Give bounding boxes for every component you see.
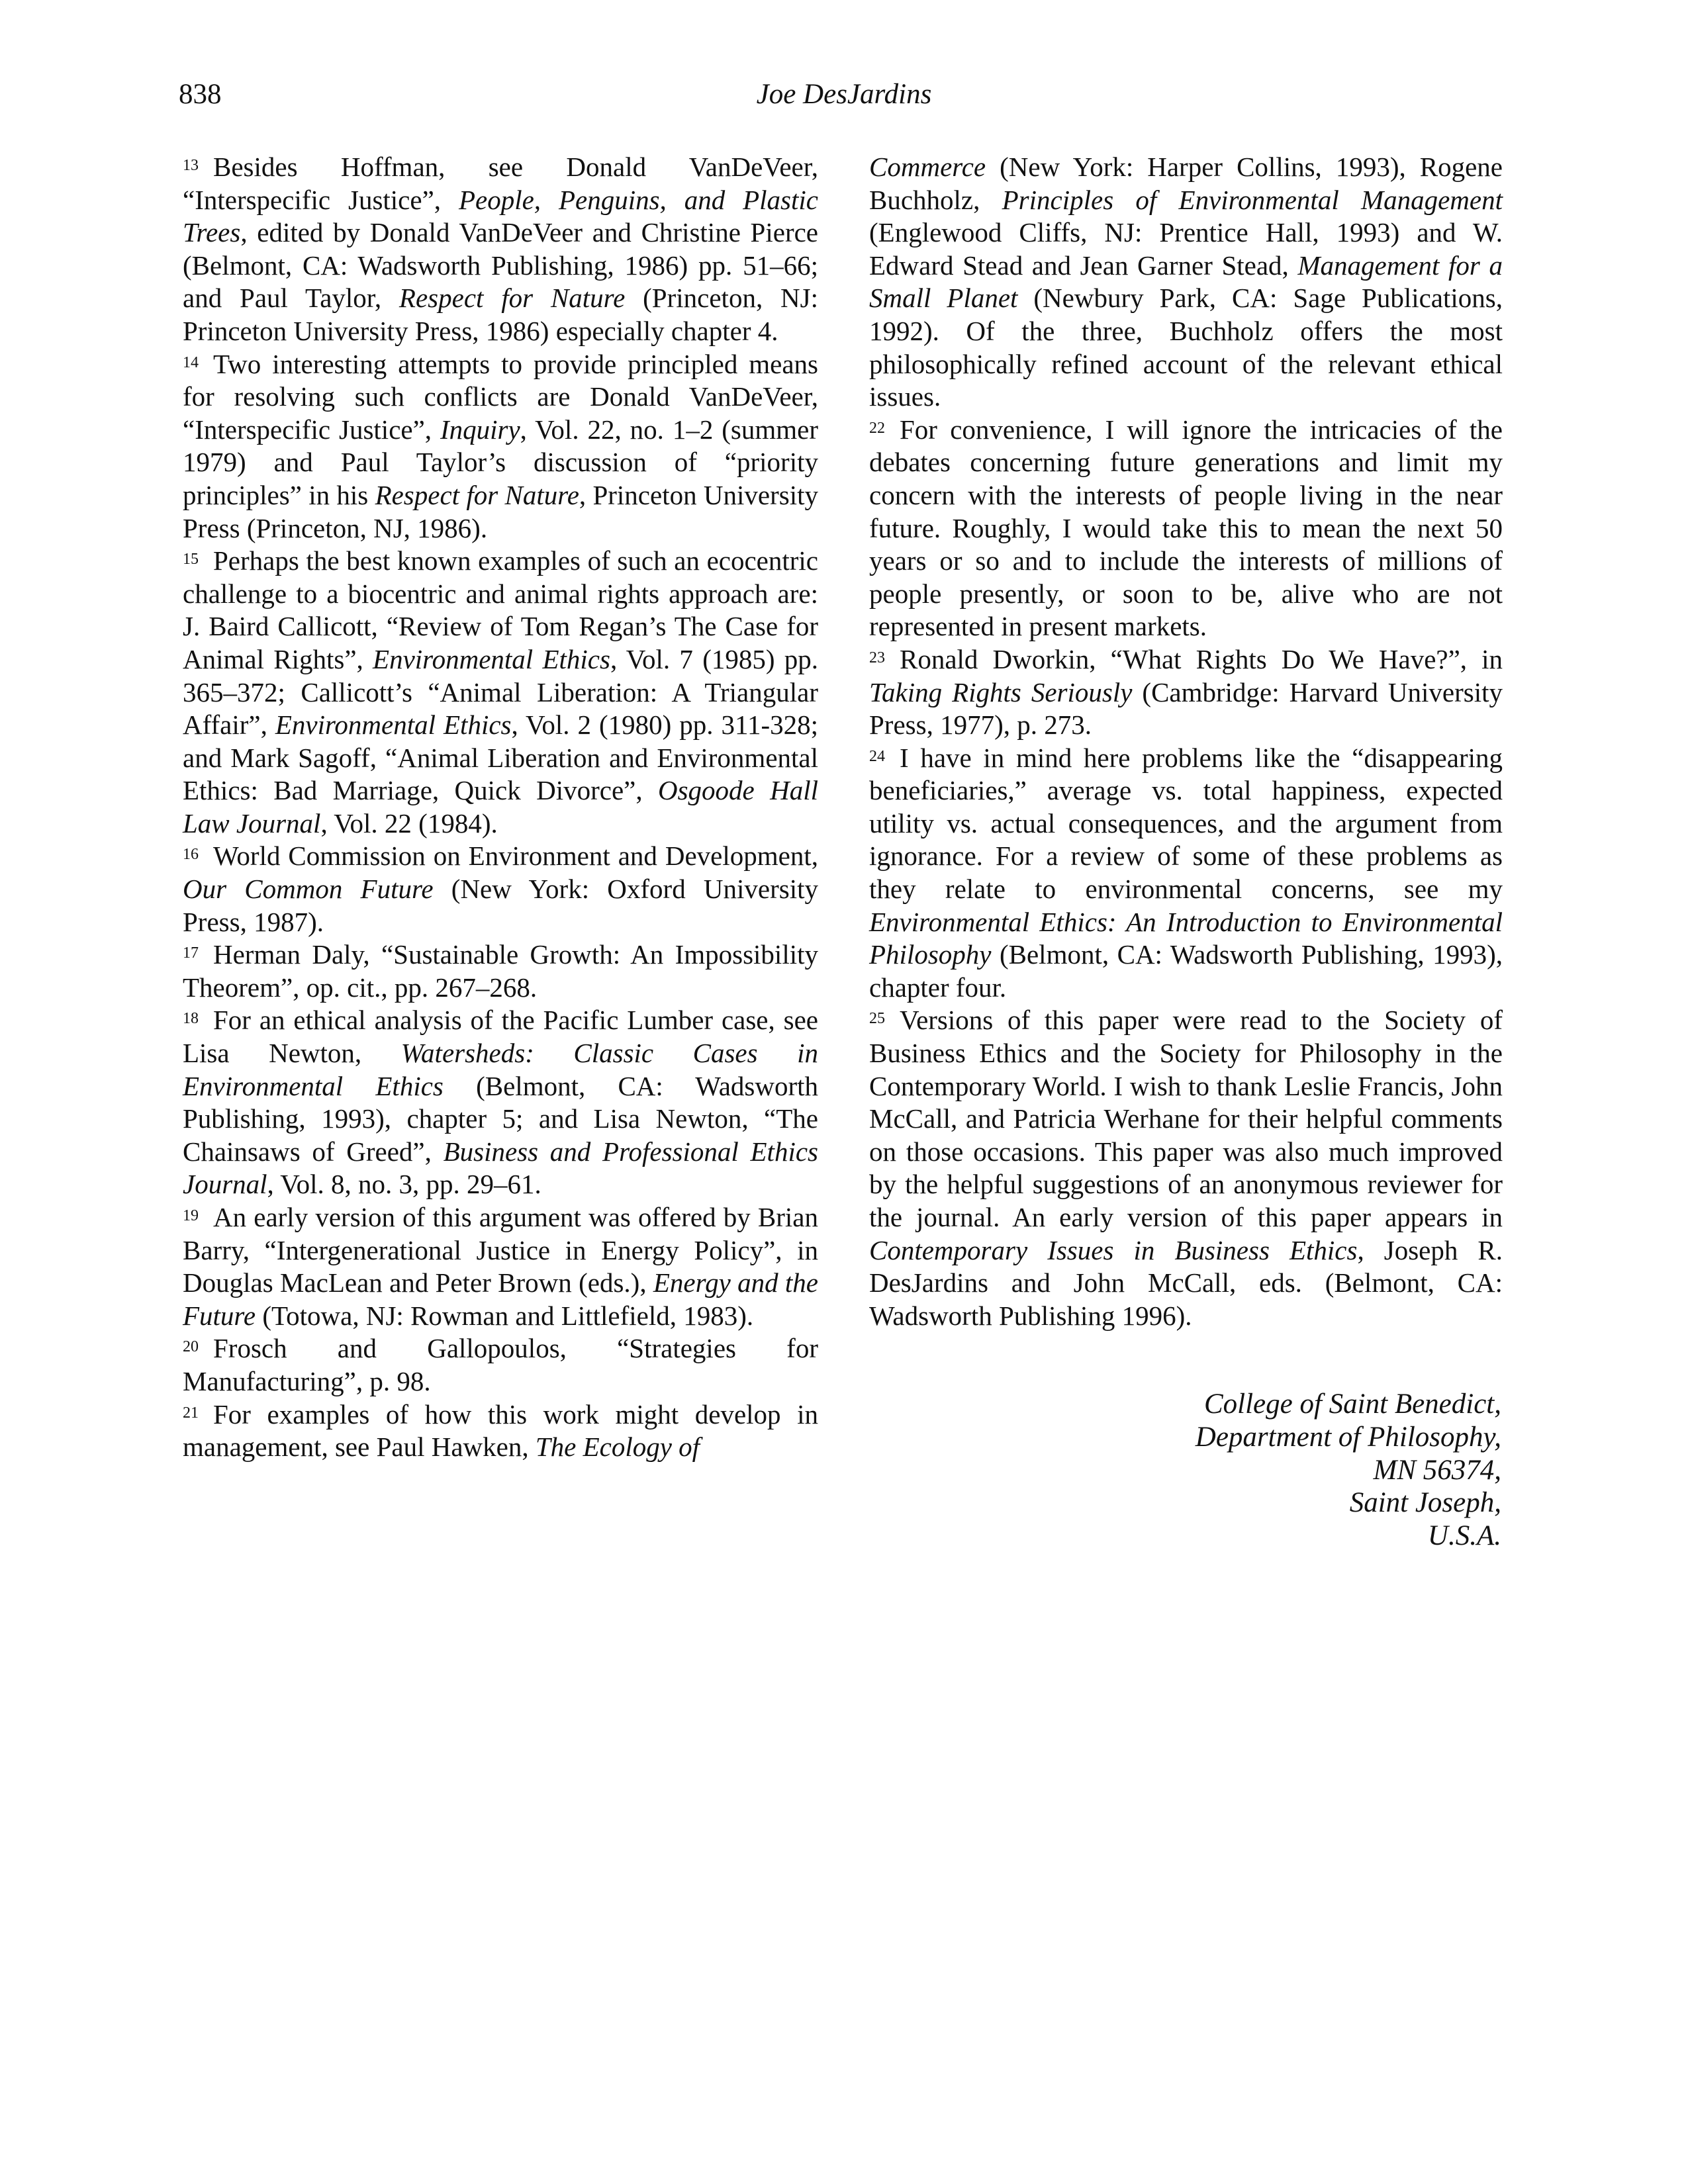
footnote [183,1004,818,1201]
footnotes-right-column [869,151,1503,1332]
footnote-italic-text: Principles of Environmental Management [1002,184,1503,215]
footnote-italic-text: Osgoode Hall Law Journal [183,775,818,839]
footnote-text: Ronald Dworkin, “What Rights Do We Have?”, in [900,643,1503,674]
affiliation-line: Department of Philosophy, [1195,1421,1501,1453]
footnote-italic-text: Management for a Small Planet [869,250,1503,314]
footnote-text: World Commission on Environment and Development, [213,841,818,872]
footnote-text: For examples of how this work might develop in management, see Paul Hawken, [183,1398,818,1463]
footnote-italic-text: Respect for Nature [399,283,626,314]
affiliation-line: College of Saint Benedict, [1203,1388,1501,1420]
footnote-text: (Englewood Cliffs, NJ: Prentice Hall, 1993) and W. Edward Stead and Jean Garner Stead, [869,217,1503,281]
footnote-number: 21 [183,1404,199,1422]
footnote [183,1398,818,1464]
footnote [183,938,818,1004]
footnote-italic-text: The Ecology of [535,1432,700,1463]
footnote-number: 23 [869,649,885,666]
footnote-italic-text: Our Common Future [183,874,434,905]
footnote-number: 22 [869,419,885,437]
footnote-italic-text: Commerce [869,152,986,182]
footnote-text: For an ethical analysis of the Pacific Lumber case, see Lisa Newton, [183,1005,818,1069]
footnote-number: 14 [183,353,199,371]
footnote-text: , Joseph R. DesJardins and John McCall, eds. (Belmont, CA: Wadsworth Publishing 1996). [869,1234,1503,1331]
footnote-text: (Newbury Park, CA: Sage Publications, 1992). Of the three, Buchholz offers the most philosophically refined account of the relevant ethical issues. [869,283,1503,412]
footnote [869,414,1503,643]
footnote-text: (New York: Oxford University Press, 1987). [183,874,818,937]
footnote-text: Versions of this paper were read to the Society of Business Ethics and the Society for Philosophy in the Contemporary World. I wish to thank Leslie Francis, John McCall, and Patricia Werhane for their helpful comments on those occasions. This paper was also much improved by the helpful suggestions of an anonymous reviewer for the journal. An early version of this paper appears in [869,1005,1503,1232]
footnote [869,643,1503,742]
footnote-italic-text: Environmental Ethics [275,709,512,741]
footnote-text: , edited by Donald VanDeVeer and Christine Pierce (Belmont, CA: Wadsworth Publishing, 1986) pp. 51–66; and Paul Taylor, [183,217,818,314]
footnote-text: Herman Daly, “Sustainable Growth: An Impossibility Theorem”, op. cit., pp. 267–268. [183,939,818,1003]
footnote-italic-text: People, Penguins, and Plastic Trees [183,184,818,248]
footnote-text: I have in mind here problems like the “disappearing beneficiaries,” average vs. total happiness, expected utility vs. actual consequences, and the argument from ignorance. For a review of some of these problems as they relate to environmental concerns, see my [869,742,1503,905]
running-title: Joe DesJardins [756,79,932,110]
footnote-italic-text: Business and Professional Ethics Journal [183,1136,818,1200]
footnote-text: (Princeton, NJ: Princeton University Press, 1986) especially chapter 4. [183,283,818,346]
footnote [183,840,818,938]
footnote-number: 17 [183,944,199,962]
footnote-number: 13 [183,157,199,174]
footnote-text: , Vol. 22, no. 1–2 (summer 1979) and Paul Taylor’s discussion of “priority principles” in his [183,414,818,510]
footnote-number: 19 [183,1207,199,1224]
footnote-text: (Belmont, CA: Wadsworth Publishing, 1993), chapter 5; and Lisa Newton, “The Chainsaws of Greed”, [183,1070,819,1167]
footnote-text: , Princeton University Press (Princeton, NJ, 1986). [183,479,818,543]
footnote [869,742,1503,1005]
footnote-italic-text: Contemporary Issues in Business Ethics [869,1234,1358,1265]
footnote [869,1004,1503,1332]
footnote-text: Perhaps the best known examples of such an ecocentric challenge to a biocentric and animal rights approach are: J. Baird Callicott, “Review of Tom Regan’s The Case for Animal Rights”, [183,545,818,674]
footnote-text: , Vol. 22 (1984). [320,807,498,839]
footnote-italic-text: Taking Rights Seriously [869,676,1133,707]
footnote-text: (Cambridge: Harvard University Press, 1977), p. 273. [869,676,1503,741]
page-number: 838 [179,79,222,110]
footnote-text: , Vol. 7 (1985) pp. 365–372; Callicott’s “Animal Liberation: A Triangular Affair”, [183,643,819,741]
footnote-text: , Vol. 2 (1980) pp. 311-328; and Mark Sagoff, “Animal Liberation and Environmental Ethics: Bad Marriage, Quick Divorce”, [183,709,818,806]
footnote-italic-text: Environmental Ethics [373,643,610,674]
footnote-text: An early version of this argument was offered by Brian Barry, “Intergenerational Justice in Energy Policy”, in Douglas MacLean and Peter Brown (eds.), [183,1202,818,1298]
footnote-italic-text: Respect for Nature [375,479,579,510]
footnotes-left-column [183,151,818,1464]
footnote-number: 25 [869,1010,885,1028]
footnote-italic-text: Watersheds: Classic Cases in Environmental Ethics [183,1038,818,1101]
affiliation-line: MN 56374, [1373,1454,1501,1486]
footnote-text: (Totowa, NJ: Rowman and Littlefield, 1983). [256,1300,754,1331]
footnote-number: 15 [183,551,199,569]
affiliation-line: U.S.A. [1427,1520,1501,1552]
footnote-text: Besides Hoffman, see Donald VanDeVeer, “Interspecific Justice”, [183,152,818,215]
footnote-italic-text: Energy and the Future [183,1267,818,1331]
footnote-text: (Belmont, CA: Wadsworth Publishing, 1993), chapter four. [869,939,1503,1003]
footnote-text: For convenience, I will ignore the intricacies of the debates concerning future generations and limit my concern with the interests of people living in the near future. Roughly, I would take this to mean the next 50 years or so and to include the interests of millions of people presently, or soon to be, alive who are not represented in present markets. [869,414,1503,642]
footnote [183,1332,818,1398]
footnote [183,1201,818,1332]
affiliation-line: Saint Joseph, [1349,1487,1501,1519]
footnote [183,151,818,348]
footnote-text: Two interesting attempts to provide principled means for resolving such conflicts are Donald VanDeVeer, “Interspecific Justice”, [183,348,818,445]
footnote-number: 20 [183,1338,199,1356]
footnote-italic-text: Inquiry [440,414,520,445]
footnote-text: (New York: Harper Collins, 1993), Rogene Buchholz, [869,152,1503,215]
author-affiliation [1196,1388,1501,1553]
footnote [183,348,818,545]
footnote-text: Frosch and Gallopoulos, “Strategies for Manufacturing”, p. 98. [183,1333,818,1396]
footnote-number: 24 [869,747,885,765]
footnote [869,151,1503,414]
footnote-number: 18 [183,1010,199,1028]
footnote-number: 16 [183,846,199,864]
footnote-text: , Vol. 8, no. 3, pp. 29–61. [267,1169,541,1200]
footnote [183,545,818,840]
footnote-italic-text: Environmental Ethics: An Introduction to Environmental Philosophy [869,906,1503,970]
